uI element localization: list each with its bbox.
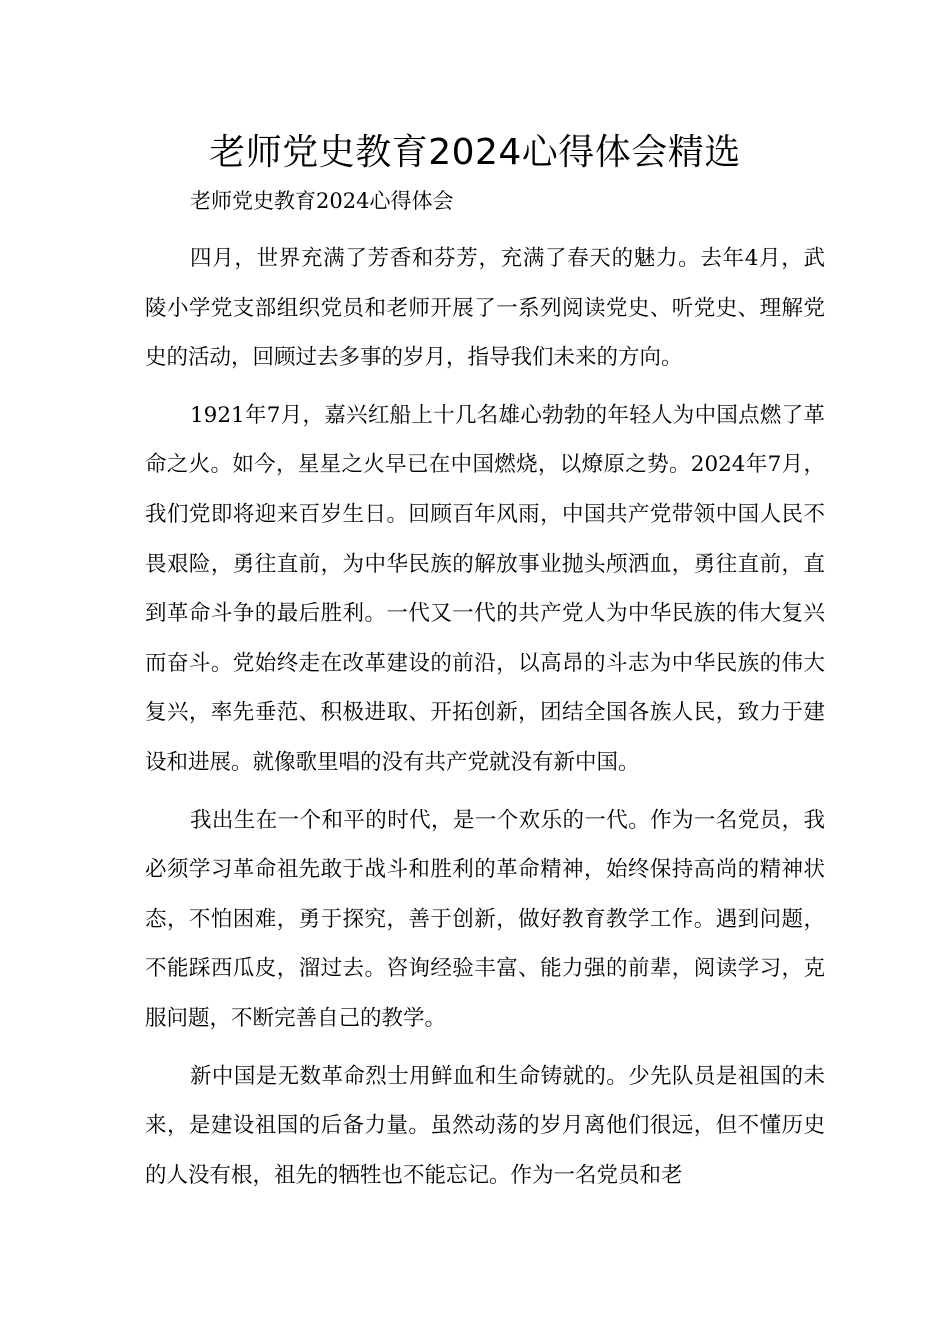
paragraph-personal-commitment: 我出生在一个和平的时代，是一个欢乐的一代。作为一名党员，我必须学习革命祖先敢于战斗和胜利的革命精神，始终保持高尚的精神状态，不怕困难，勇于探究，善于创新，做好教育教学工作。遇到问题，不能踩西瓜皮，溜过去。咨询经验丰富、能力强的前辈，阅读学习，克服问题，不断完善自己的教学。 [145, 807, 825, 1031]
paragraph-party-history: 1921年7月，嘉兴红船上十几名雄心勃勃的年轻人为中国点燃了革命之火。如今，星星之火早已在中国燃烧，以燎原之势。2024年7月，我们党即将迎来百岁生日。回顾百年风雨，中国共产党带领中国人民不畏艰险，勇往直前，为中华民族的解放事业抛头颅洒血，勇往直前，直到革命斗争的最后胜利。一代又一代的共产党人为中华民族的伟大复兴而奋斗。党始终走在改革建设的前沿，以高昂的斗志为中华民族的伟大复兴，率先垂范、积极进取、开拓创新，团结全国各族人民，致力于建设和进展。就像歌里唱的没有共产党就没有新中国。 [145, 402, 825, 775]
document-title: 老师党史教育2024心得体会精选 [209, 132, 741, 173]
paragraph-new-china: 新中国是无数革命烈士用鲜血和生命铸就的。少先队员是祖国的未来，是建设祖国的后备力量。虽然动荡的岁月离他们很远，但不懂历史的人没有根，祖先的牺牲也不能忘记。作为一名党员和老 [145, 1063, 825, 1188]
document-body [145, 182, 825, 1200]
document-subtitle: 老师党史教育2024心得体会 [190, 189, 454, 213]
paragraph-april-activities: 四月，世界充满了芳香和芬芳，充满了春天的魅力。去年4月，武陵小学党支部组织党员和老师开展了一系列阅读党史、听党史、理解党史的活动，回顾过去多事的岁月，指导我们未来的方向。 [145, 246, 825, 371]
